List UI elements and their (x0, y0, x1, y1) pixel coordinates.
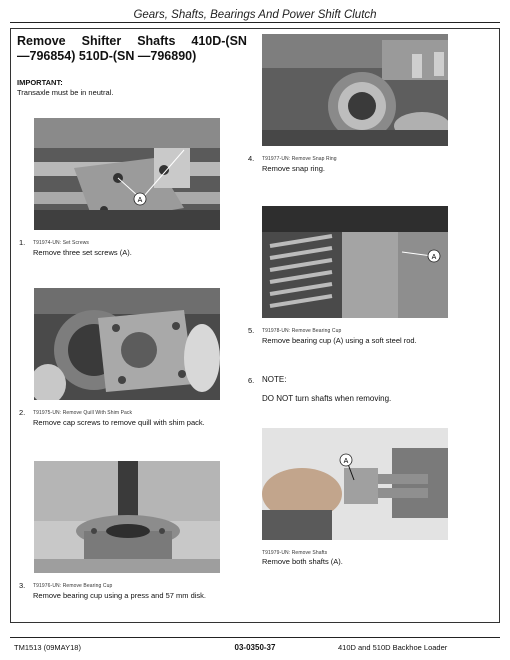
heading-word: Remove (17, 34, 66, 48)
important-notice (17, 78, 113, 98)
step-2-number: 2. (19, 408, 26, 417)
important-label: IMPORTANT: (17, 78, 63, 87)
heading-word: Shafts (137, 34, 176, 48)
step-3-number: 3. (19, 581, 26, 590)
step-3-figure-id: T91976-UN: Remove Bearing Cup (33, 583, 113, 589)
callout-a: A (343, 458, 349, 465)
note-title: NOTE: (262, 375, 287, 384)
step-4-caption: Remove snap ring. (262, 164, 325, 173)
step-1-caption: Remove three set screws (A). (33, 248, 132, 257)
important-text: Transaxle must be in neutral. (17, 88, 114, 97)
photo-press-bearing-cup (34, 461, 220, 573)
footer-model: 410D and 510D Backhoe Loader (338, 643, 448, 652)
callout-a: A (137, 197, 143, 204)
callout-a: A (431, 254, 437, 261)
photo-remove-shafts (262, 428, 448, 540)
step-5-figure-id: T91978-UN: Remove Bearing Cup (262, 328, 342, 334)
page-header-title: Gears, Shafts, Bearings And Power Shift Clutch (133, 9, 377, 21)
footer-rule (10, 637, 500, 638)
step-1-number: 1. (19, 238, 26, 247)
step-5-number: 5. (248, 326, 255, 335)
step-1-figure-id: T91974-UN: Set Screws (33, 240, 90, 246)
heading-word: Shifter (81, 34, 122, 48)
step-2-figure-id: T91975-UN: Remove Quill With Shim Pack (33, 410, 133, 416)
heading-line-2: —796854) 510D-(SN —796890) (17, 49, 197, 63)
note-body: DO NOT turn shafts when removing. (262, 394, 392, 403)
step-6-number: 6. (248, 376, 255, 385)
step-3-caption: Remove bearing cup using a press and 57 mm disk. (33, 591, 207, 600)
photo-set-screws (34, 118, 220, 230)
photo-bearing-cup-rod (262, 206, 448, 318)
section-heading (17, 34, 247, 64)
step-2-caption: Remove cap screws to remove quill with shim pack. (33, 418, 205, 427)
step-5-caption: Remove bearing cup (A) using a soft steel rod. (262, 336, 417, 345)
photo-snap-ring (262, 34, 448, 146)
step-7-figure-id: T91979-UN: Remove Shafts (262, 550, 328, 556)
photo-quill-shim-pack (34, 288, 220, 400)
footer-manual-id: TM1513 (09MAY18) (14, 643, 81, 652)
heading-word: 410D-(SN (191, 34, 247, 48)
header-rule (10, 22, 500, 23)
step-4-number: 4. (248, 154, 255, 163)
step-4-figure-id: T91977-UN: Remove Snap Ring (262, 156, 337, 162)
step-7-caption: Remove both shafts (A). (262, 557, 343, 566)
footer-page-number: 03-0350-37 (234, 643, 276, 652)
